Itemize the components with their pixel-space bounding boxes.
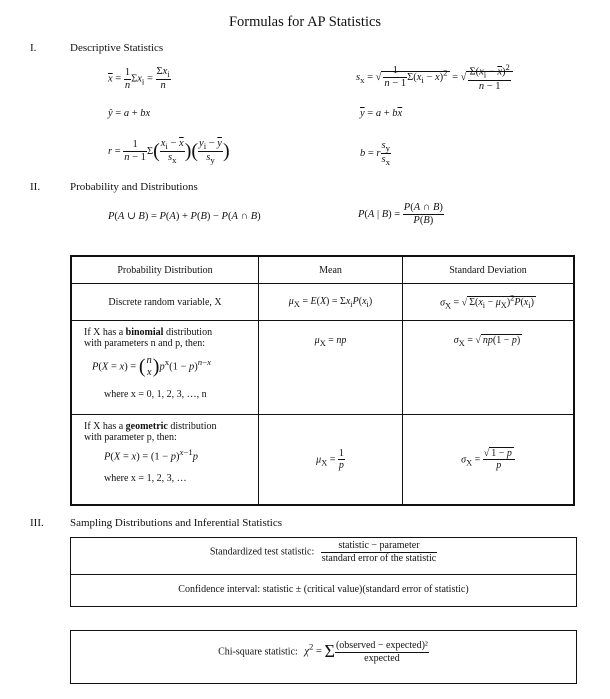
row-discrete-sd: $\sigma_X$ = √ $\Sigma(x_i - \mu_X)^2P(x_i)$	[403, 284, 575, 321]
formula-conditional: P(A | B) = $\frac{P(A \cap B)}{P(B)}$	[358, 202, 443, 227]
row-geometric-mean: $\mu_X$ = $\frac{1}{p}$	[259, 415, 403, 506]
binomial-keyword: binomial	[125, 327, 164, 338]
formula-correlation: r = $\frac{1}{n - 1}$ Σ( $\frac{x_i - \overline{x}}{s_x}$ )( $\frac{y_i - \overline{y}}{s_y}$ )	[108, 138, 230, 166]
section-numeral-3: III.	[30, 517, 44, 529]
formula-mean: $\overline{x}$ = $\frac{1}{n}$ $\Sigma x_i$ = $\frac{\Sigma x_i}{n}$	[108, 66, 170, 92]
formula-sample-sd: $s_x$ = √ $\frac{1}{n - 1}$ $\Sigma(x_i - \overline{x})^2$ = √ $\frac{\Sigma(x_i - \overline{x})^2}{n - 1}$	[356, 62, 513, 93]
section-title-descriptive: Descriptive Statistics	[70, 42, 164, 54]
section-numeral-2: II.	[30, 181, 41, 193]
row-discrete-label: Discrete random variable, X	[71, 284, 259, 321]
formula-slope: b = r $\frac{s_y}{s_x}$	[360, 140, 390, 168]
header-mean: Mean	[259, 256, 403, 284]
chi-square-row: Chi-square statistic: $\chi^2 = \Sigma$ $\frac{\text{(observed − expected)²}}{\text{expected}}$	[218, 640, 428, 664]
row-geometric-sd: $\sigma_X$ = $\frac{√ 1 - p}{p}$	[403, 415, 575, 506]
formula-mean-point: $\overline{y} = a + b\overline{x}$	[360, 108, 403, 119]
section-title-inference: Sampling Distributions and Inferential Statistics	[70, 517, 283, 529]
standardized-test-formula: $\frac{\text{statistic − parameter}}{\text{standard error of the statistic}}$	[321, 540, 437, 564]
row-discrete-mean: $\mu_X = E(X) = \Sigma x_iP(x_i)$	[259, 284, 403, 321]
binomial-pmf: P(X = x) = ( n x )$p^x(1 - p)^{n-x}$	[92, 355, 211, 379]
geometric-keyword: geometric	[125, 421, 168, 432]
row-geometric-label: If X has a geometric distribution with parameter p, then: $P(X = x) = (1 - p)^{x-1}p$ where x = 1, 2, 3, …	[71, 415, 259, 506]
page-title: Formulas for AP Statistics	[228, 14, 382, 30]
geometric-support: where x = 1, 2, 3, …	[104, 472, 187, 484]
binomial-support: where x = 0, 1, 2, 3, …, n	[104, 389, 207, 401]
inference-box	[70, 537, 577, 607]
confidence-interval-row	[71, 584, 576, 595]
chi-square-label: Chi-square statistic:	[218, 646, 298, 658]
section-numeral-1: I.	[30, 42, 37, 54]
formula-regression-line: ŷ = a + bx	[108, 108, 151, 119]
row-binomial-label: If X has a binomial distribution with parameters n and p, then: P(X = x) = ( n x )$p^x(1 - p)^{n-x}$ where x = 0, 1, 2, 3, …, n	[71, 321, 259, 415]
formula-union: P(A ∪ B) = P(A) + P(B) − P(A ∩ B)	[108, 211, 261, 222]
confidence-interval-label: Confidence interval:	[178, 584, 261, 595]
row-binomial-mean: $\mu_X$ = np	[259, 321, 403, 415]
confidence-interval-formula: statistic ± (critical value)(standard error of statistic)	[262, 584, 469, 595]
distribution-table	[70, 255, 575, 506]
standardized-test-label: Standardized test statistic:	[209, 546, 315, 558]
chi-square-box	[70, 630, 577, 684]
row-binomial-sd: $\sigma_X$ = √ np(1 − p)	[403, 321, 575, 415]
geometric-pmf: $P(X = x) = (1 - p)^{x-1}p$	[104, 447, 198, 463]
chi-square-formula: $\frac{\text{(observed − expected)²}}{\text{expected}}$	[335, 640, 428, 664]
header-sd: Standard Deviation	[403, 256, 575, 284]
section-title-probability: Probability and Distributions	[70, 181, 198, 193]
header-distribution: Probability Distribution	[71, 256, 259, 284]
standardized-test-row	[71, 540, 576, 564]
